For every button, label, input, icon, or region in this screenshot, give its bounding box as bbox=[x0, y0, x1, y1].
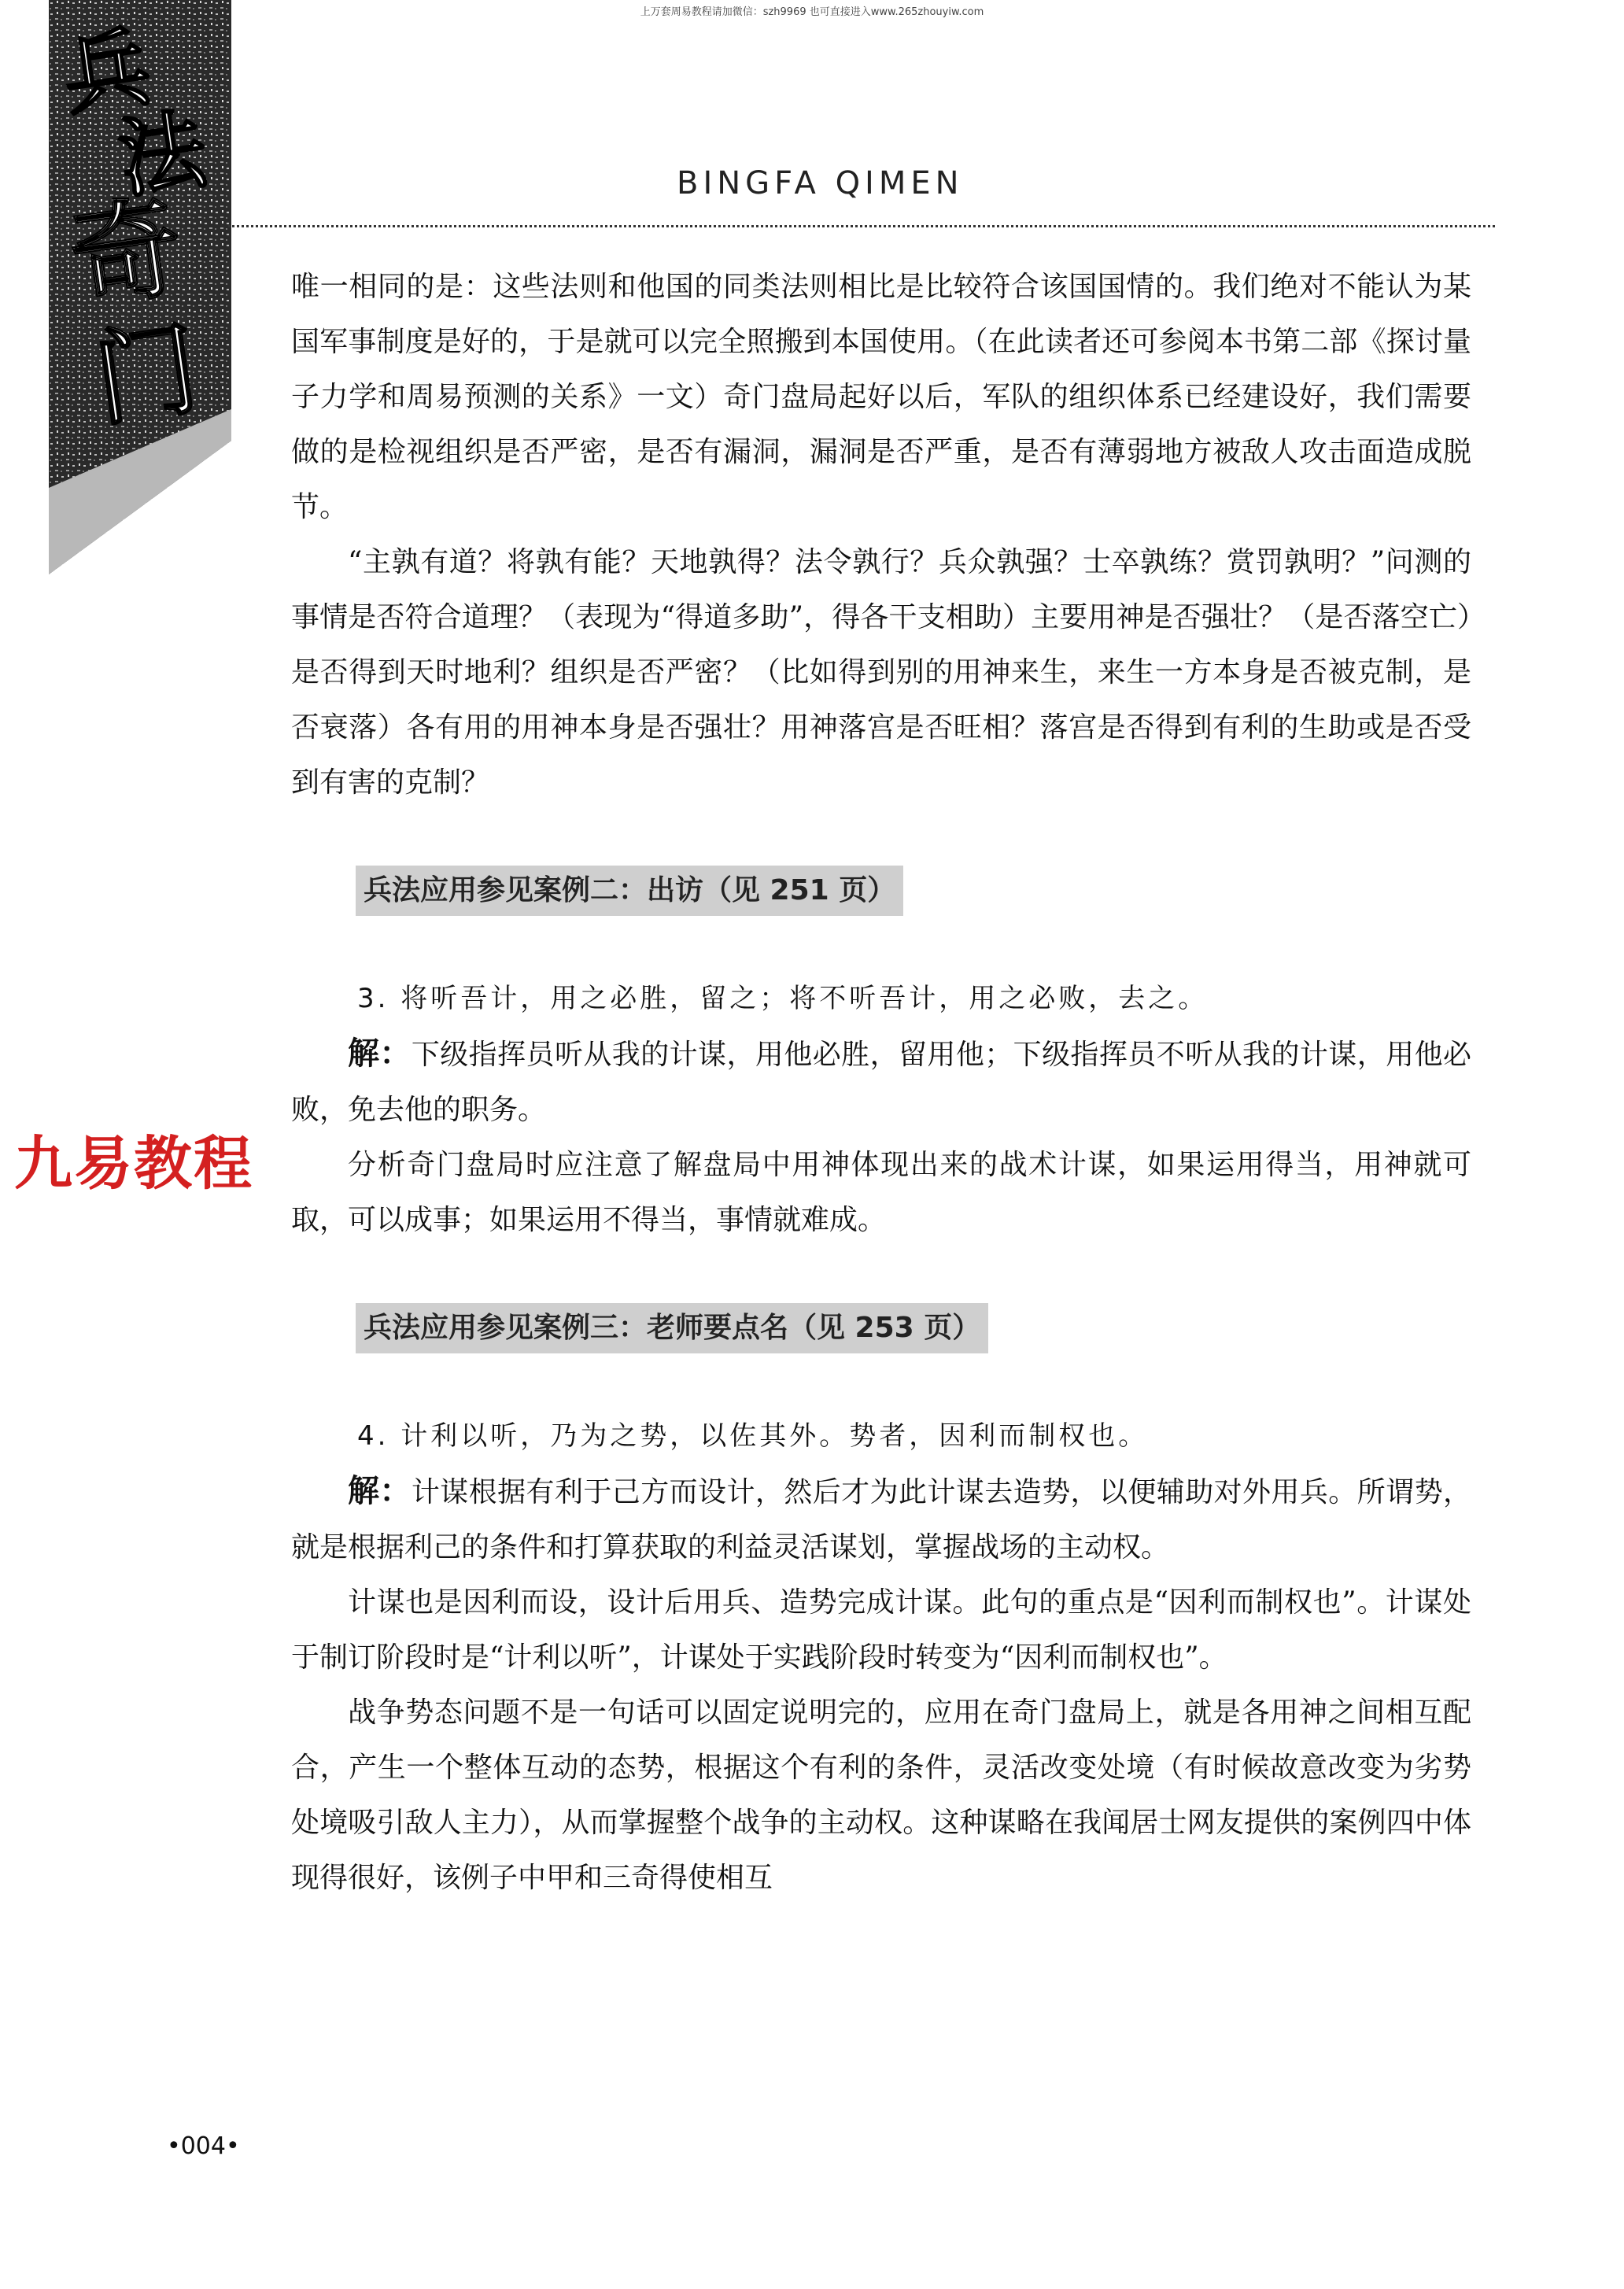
svg-text:兵: 兵 bbox=[57, 15, 157, 128]
classic-verse-4: 4. 计利以听，乃为之势，以佐其外。势者，因利而制权也。 bbox=[357, 1420, 1149, 1452]
explanation-4-text: 计谋根据有利于己方而设计，然后才为此计谋去造势，以便辅助对外用兵。所谓势，就是根据利己的条件和打算获取的利益灵活谋划，掌握战场的主动权。 bbox=[291, 1476, 1471, 1564]
paragraph-1a: 唯一相同的是：这些法则和他国的同类法则相比是比较符合该国国情的。我们绝对不能认为某国军事制度是好的，于是就可以完全照搬到本国使用。（在此读者还可参阅本书第二部《探讨量子力学和周易预测的关系》一文）奇门盘局起好以后，军队的组织体系已经建设好，我们需要做的是检视组织是否严密，是否有漏洞，漏洞是否严重，是否有薄弱地方被敌人攻击面造成脱节。 bbox=[291, 271, 1471, 523]
svg-text:奇: 奇 bbox=[63, 182, 190, 326]
header-divider bbox=[228, 225, 1495, 227]
page-number: •004• bbox=[167, 2132, 240, 2160]
paragraph-3b: 分析奇门盘局时应注意了解盘局中用神体现出来的战术计谋，如果运用得当，用神就可取，可以成事；如果运用不得当，事情就难成。 bbox=[291, 1149, 1471, 1236]
paragraph-4c: 战争势态问题不是一句话可以固定说明完的，应用在奇门盘局上，就是各用神之间相互配合，产生一个整体互动的态势，根据这个有利的条件，灵活改变处境（有时候故意改变为劣势处境吸引敌人主力），从而掌握整个战争的主动权。这种谋略在我闻居士网友提供的案例四中体现得很好，该例子中甲和三奇得使相互 bbox=[291, 1696, 1471, 1894]
explanation-3-text: 下级指挥员听从我的计谋，用他必胜，留用他；下级指挥员不听从我的计谋，用他必败，免去他的职务。 bbox=[291, 1039, 1471, 1126]
jie-label: 解： bbox=[348, 1035, 412, 1072]
svg-text:法: 法 bbox=[113, 98, 212, 211]
paragraph-4b: 计谋也是因利而设，设计后用兵、造势完成计谋。此句的重点是“因利而制权也”。计谋处于制订阶段时是“计利以听”，计谋处于实践阶段时转变为“因利而制权也”。 bbox=[291, 1586, 1471, 1674]
case-reference-3: 兵法应用参见案例三：老师要点名（见 253 页） bbox=[356, 1303, 988, 1353]
svg-text:门: 门 bbox=[87, 307, 206, 441]
page-body bbox=[291, 260, 1471, 1906]
jie-label: 解： bbox=[348, 1472, 412, 1509]
watermark-logo: 九易教程 bbox=[14, 1130, 253, 1198]
running-title: BINGFA QIMEN bbox=[677, 165, 964, 201]
book-logo bbox=[49, 0, 231, 574]
top-note: 上万套周易教程请加微信：szh9969 也可直接进入www.265zhouyiw.com bbox=[640, 6, 984, 18]
case-reference-2: 兵法应用参见案例二：出访（见 251 页） bbox=[356, 866, 903, 916]
paragraph-1b: “主孰有道？将孰有能？天地孰得？法令孰行？兵众孰强？士卒孰练？赏罚孰明？”问测的事情是否符合道理？（表现为“得道多助”，得各干支相助）主要用神是否强壮？（是否落空亡）是否得到天时地利？组织是否严密？（比如得到别的用神来生，来生一方本身是否被克制，是否衰落）各有用的用神本身是否强壮？用神落宫是否旺相？落宫是否得到有利的生助或是否受到有害的克制？ bbox=[291, 546, 1471, 799]
book-logo-art bbox=[49, 0, 231, 574]
classic-verse-3: 3. 将听吾计，用之必胜，留之；将不听吾计，用之必败，去之。 bbox=[357, 983, 1209, 1014]
explanation-3 bbox=[291, 1026, 1471, 1138]
explanation-4 bbox=[291, 1464, 1471, 1575]
